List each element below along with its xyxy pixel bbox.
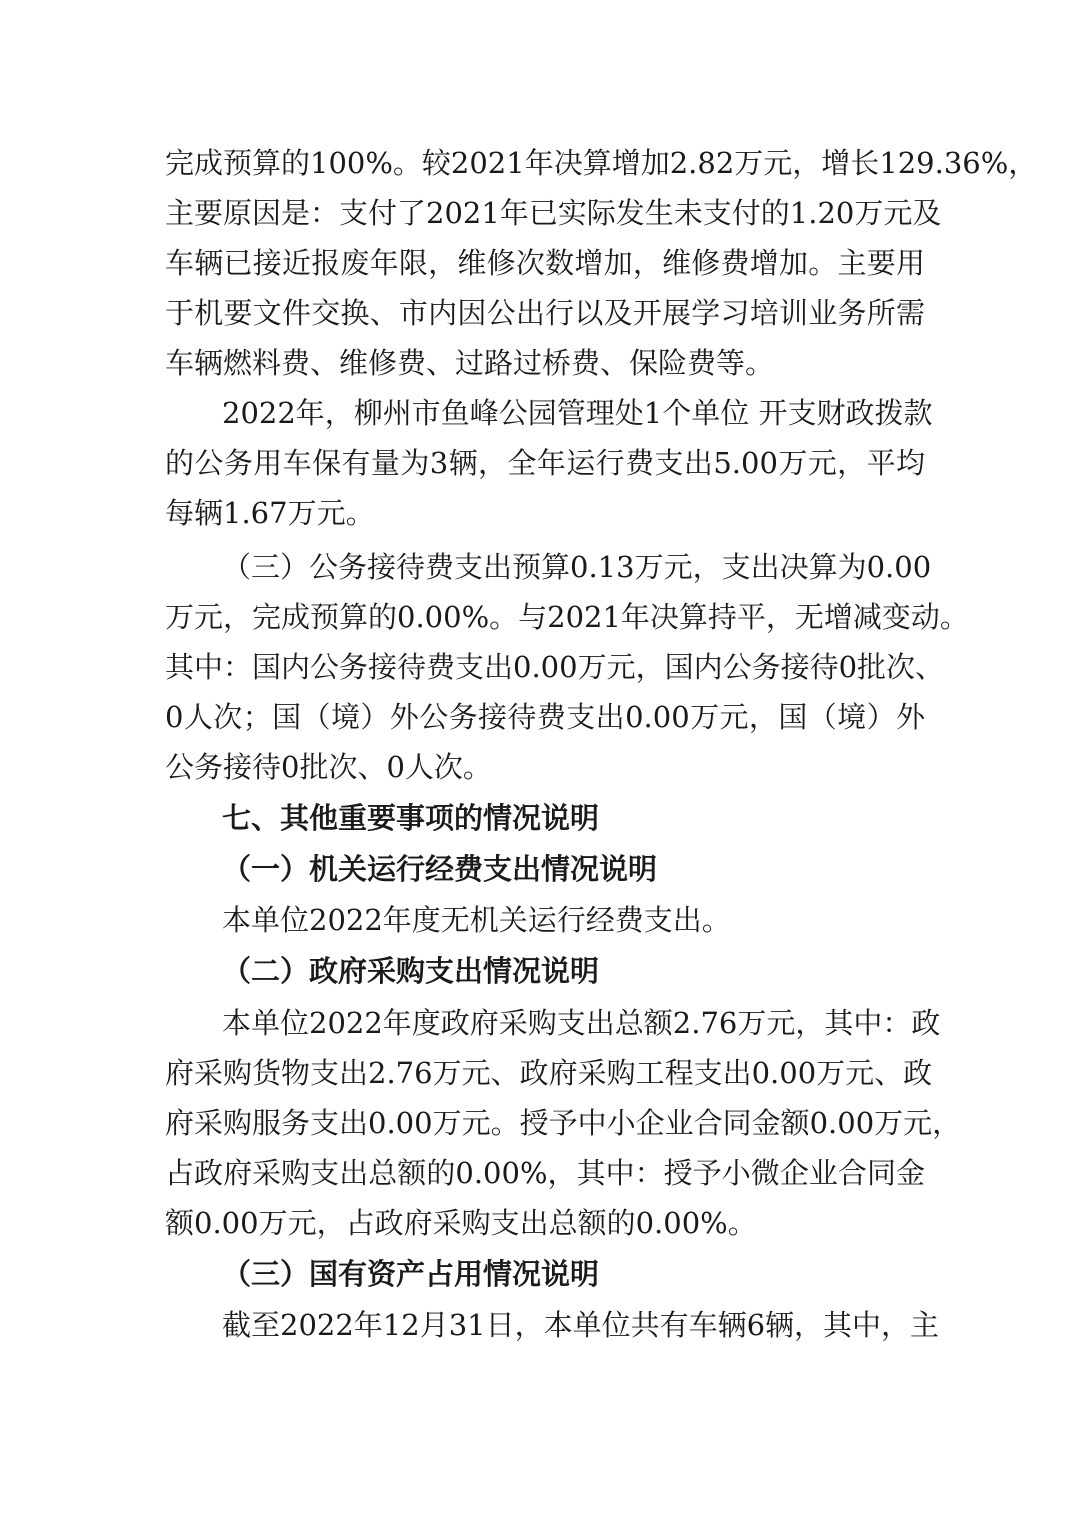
body-text-line: 占政府采购支出总额的0.00%，其中：授予小微企业合同金 bbox=[165, 1156, 925, 1190]
body-text-line: 府采购货物支出2.76万元、政府采购工程支出0.00万元、政 bbox=[165, 1056, 933, 1090]
paragraph-first-line: 本单位2022年度政府采购支出总额2.76万元，其中：政 bbox=[222, 1006, 941, 1040]
body-text-line: 车辆燃料费、维修费、过路过桥费、保险费等。 bbox=[165, 346, 775, 380]
section-heading: 七、其他重要事项的情况说明 bbox=[222, 801, 600, 835]
body-text-line: 0人次；国（境）外公务接待费支出0.00万元，国（境）外 bbox=[165, 700, 925, 734]
body-text-line: 万元，完成预算的0.00%。与2021年决算持平，无增减变动。 bbox=[165, 600, 969, 634]
subsection-heading: （二）政府采购支出情况说明 bbox=[222, 954, 600, 988]
subsection-heading: （一）机关运行经费支出情况说明 bbox=[222, 852, 658, 886]
paragraph-first-line: 本单位2022年度无机关运行经费支出。 bbox=[222, 903, 731, 937]
body-text-line: 公务接待0批次、0人次。 bbox=[165, 750, 492, 784]
paragraph-first-line: （三）公务接待费支出预算0.13万元，支出决算为0.00 bbox=[222, 550, 932, 584]
paragraph-first-line: 2022年，柳州市鱼峰公园管理处1个单位 开支财政拨款 bbox=[222, 396, 933, 430]
subsection-heading: （三）国有资产占用情况说明 bbox=[222, 1257, 600, 1291]
body-text-line: 完成预算的100%。较2021年决算增加2.82万元，增长129.36%， bbox=[165, 146, 1038, 180]
body-text-line: 其中：国内公务接待费支出0.00万元，国内公务接待0批次、 bbox=[165, 650, 945, 684]
body-text-line: 车辆已接近报废年限，维修次数增加，维修费增加。主要用 bbox=[165, 246, 925, 280]
body-text-line: 主要原因是：支付了2021年已实际发生未支付的1.20万元及 bbox=[165, 196, 942, 230]
body-text-line: 于机要文件交换、市内因公出行以及开展学习培训业务所需 bbox=[165, 296, 925, 330]
body-text-line: 的公务用车保有量为3辆，全年运行费支出5.00万元，平均 bbox=[165, 446, 925, 480]
body-text-line: 额0.00万元，占政府采购支出总额的0.00%。 bbox=[165, 1206, 757, 1240]
body-text-line: 每辆1.67万元。 bbox=[165, 496, 375, 530]
body-text-line: 府采购服务支出0.00万元。授予中小企业合同金额0.00万元， bbox=[165, 1106, 962, 1140]
paragraph-first-line: 截至2022年12月31日，本单位共有车辆6辆，其中，主 bbox=[222, 1308, 940, 1342]
